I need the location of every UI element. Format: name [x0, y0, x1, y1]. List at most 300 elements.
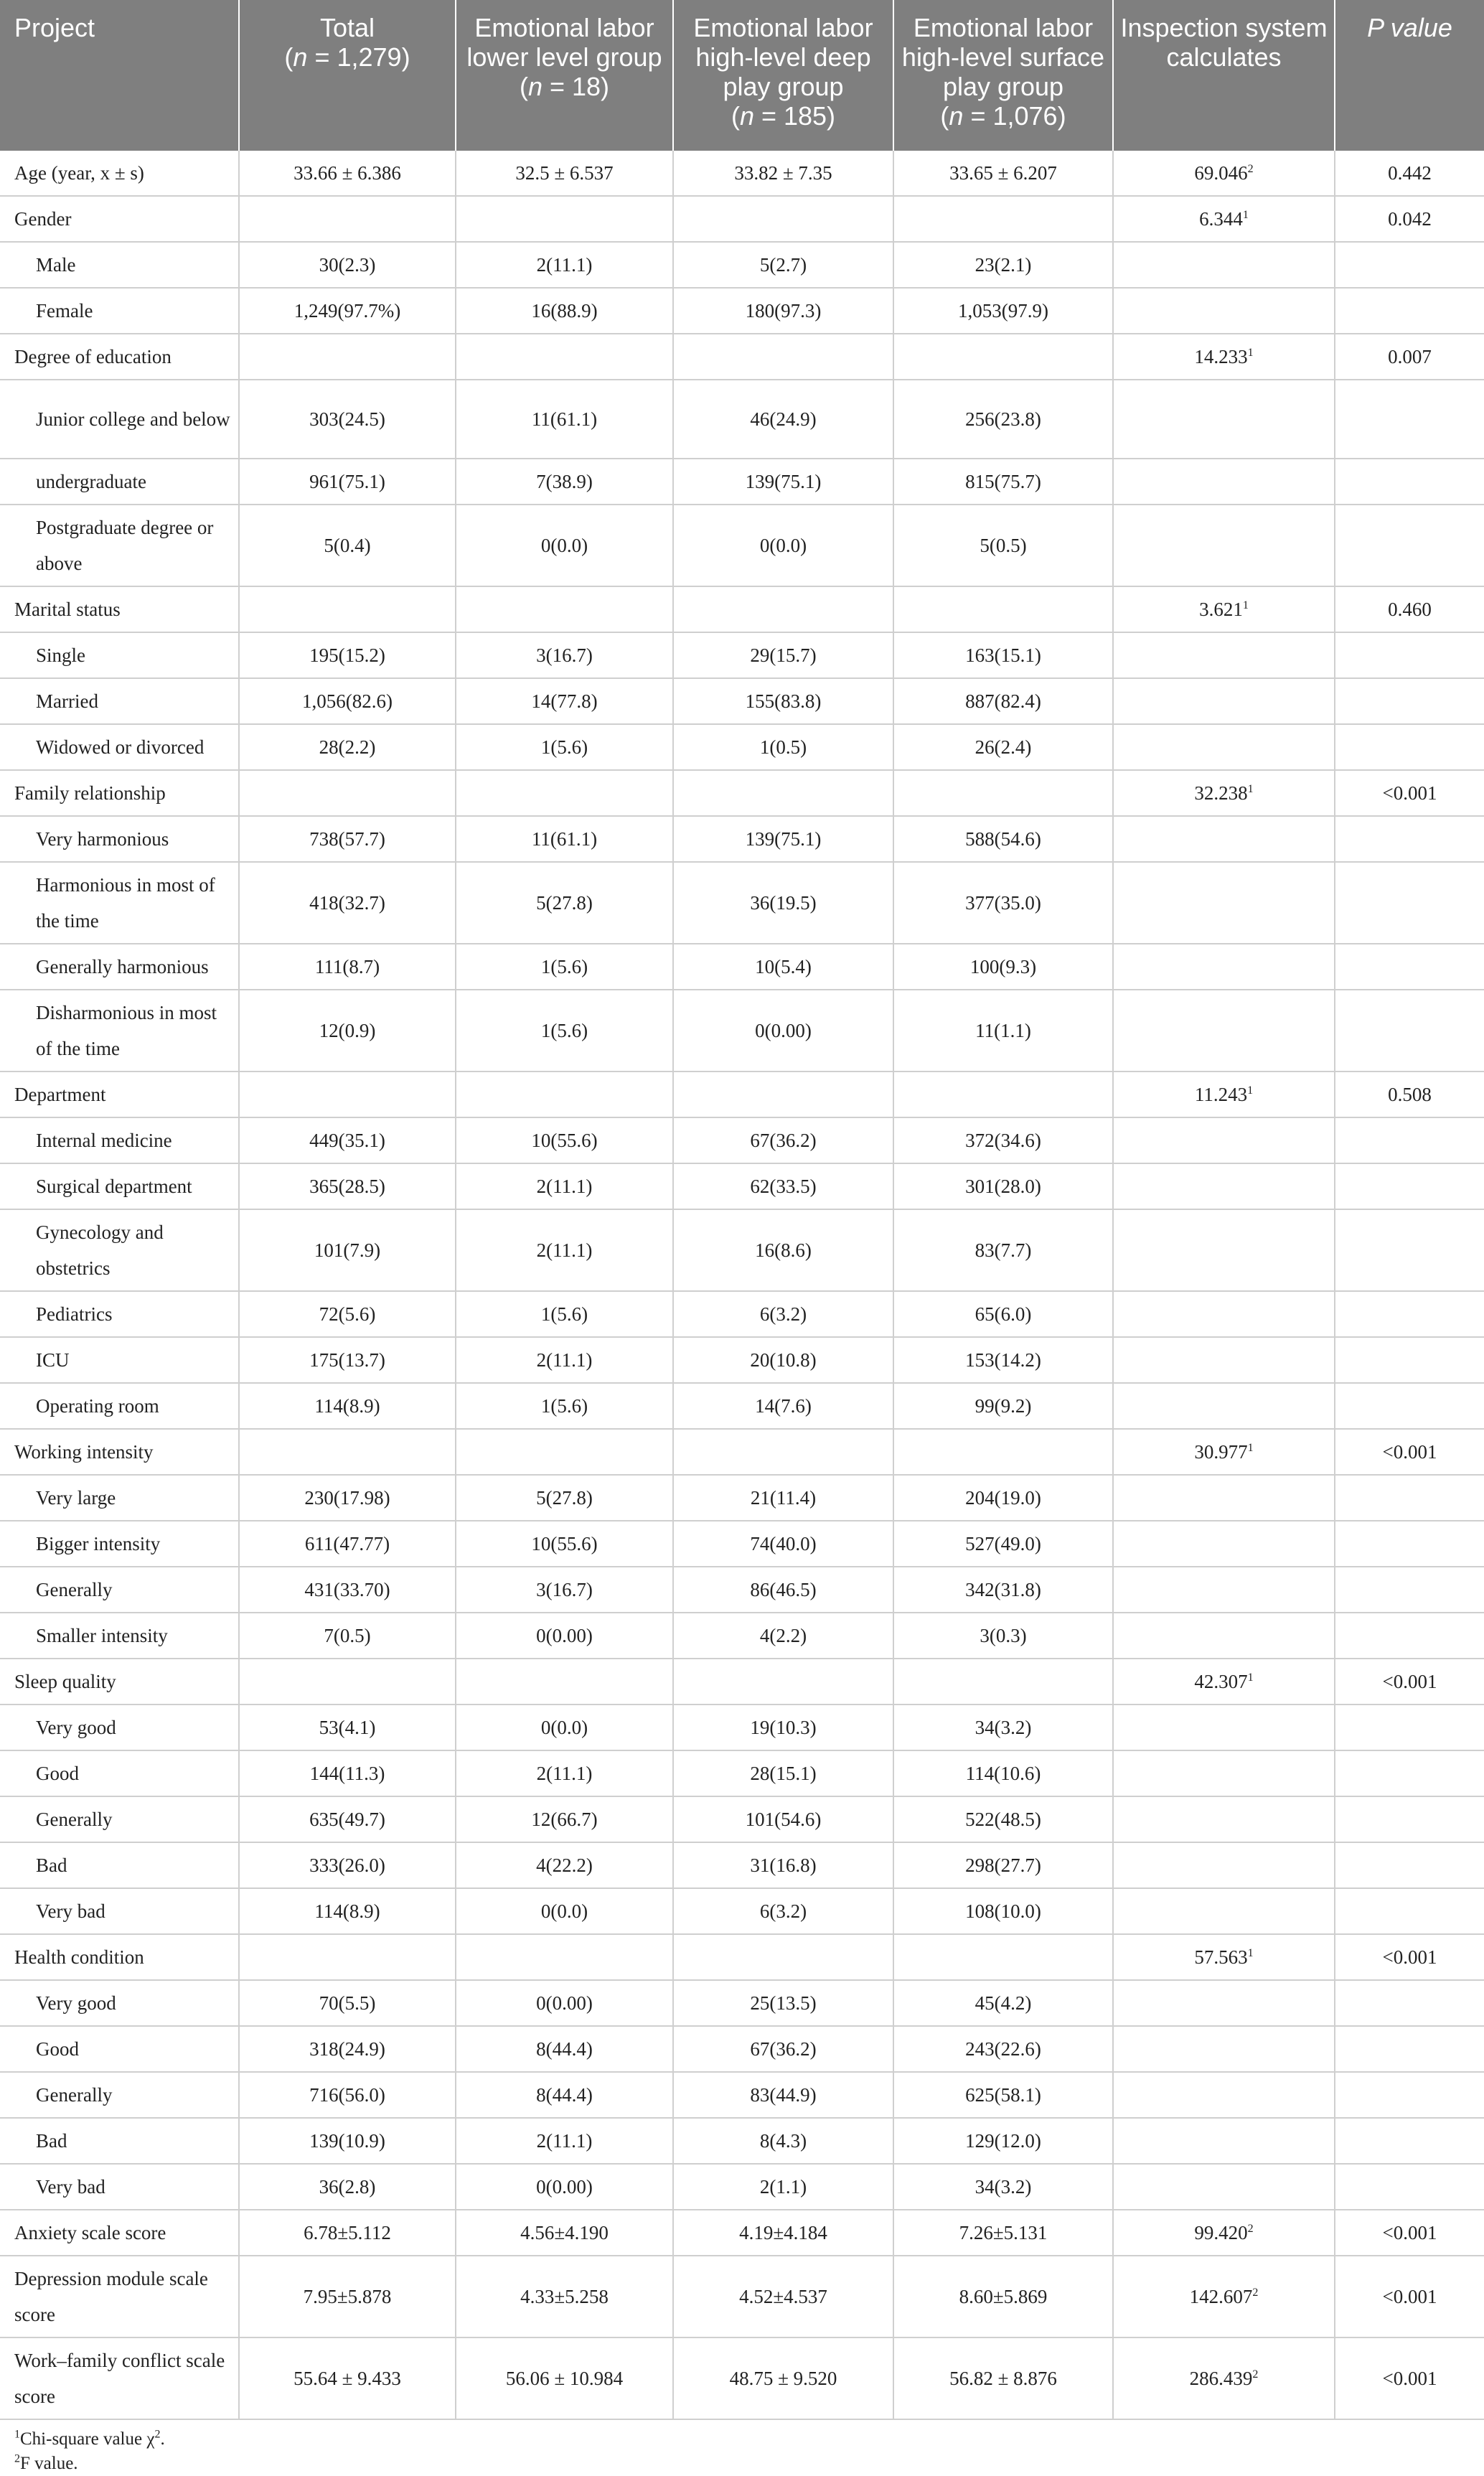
footnote-1	[14, 2427, 1484, 2452]
total-cell-text: 611(47.77)	[304, 1533, 390, 1554]
total-cell-text: 114(8.9)	[314, 1395, 380, 1417]
low-group-cell-text: 3(16.7)	[536, 1579, 593, 1600]
low-group-cell	[456, 1475, 673, 1521]
low-group-cell	[456, 2072, 673, 2118]
footnote-1-sup: 2	[154, 2428, 161, 2441]
statistic-superscript: 2	[1247, 163, 1254, 175]
total-cell-text: 7.95±5.878	[303, 2286, 392, 2307]
total-cell-text: 33.66 ± 6.386	[293, 162, 401, 184]
table-row	[0, 505, 1484, 586]
deep-play-cell	[673, 2164, 893, 2210]
statistic-cell	[1113, 1704, 1335, 1750]
row-label	[0, 862, 239, 944]
low-group-cell-text: 2(11.1)	[536, 1763, 593, 1784]
total-cell	[239, 242, 456, 288]
total-cell-text: 70(5.5)	[319, 1992, 376, 2014]
row-label-text: Generally	[36, 1579, 113, 1600]
deep-play-cell	[673, 586, 893, 632]
deep-play-cell	[673, 632, 893, 678]
row-label	[0, 1842, 239, 1888]
table-header	[0, 0, 1484, 151]
surface-play-cell-text: 377(35.0)	[965, 892, 1041, 914]
deep-play-cell-text: 0(0.0)	[759, 535, 807, 556]
surface-play-cell-text: 45(4.2)	[975, 1992, 1032, 2014]
deep-play-cell-text: 14(7.6)	[755, 1395, 812, 1417]
row-label	[0, 1337, 239, 1383]
low-group-cell	[456, 990, 673, 1071]
table-row	[0, 2337, 1484, 2419]
table-row	[0, 196, 1484, 242]
surface-play-cell	[893, 678, 1113, 724]
p-value-cell	[1335, 1209, 1484, 1291]
surface-play-cell-text: 1,053(97.9)	[958, 300, 1048, 322]
low-group-cell	[456, 724, 673, 770]
row-label-text: Health condition	[14, 1946, 144, 1968]
table-row	[0, 1337, 1484, 1383]
table-row	[0, 1567, 1484, 1613]
total-cell	[239, 1475, 456, 1521]
statistic-cell	[1113, 1888, 1335, 1934]
statistic-cell	[1113, 2164, 1335, 2210]
total-cell-text: 28(2.2)	[319, 736, 376, 758]
p-value-cell	[1335, 380, 1484, 459]
low-group-cell	[456, 1209, 673, 1291]
low-group-cell-text: 2(11.1)	[536, 1176, 593, 1197]
row-label	[0, 2337, 239, 2419]
statistic-cell	[1113, 1980, 1335, 2026]
surface-play-cell-text: 5(0.5)	[980, 535, 1027, 556]
surface-play-cell-text: 372(34.6)	[965, 1130, 1041, 1151]
total-cell	[239, 1704, 456, 1750]
table-row	[0, 459, 1484, 505]
table-row	[0, 288, 1484, 334]
statistic-cell	[1113, 1475, 1335, 1521]
deep-play-cell	[673, 1842, 893, 1888]
surface-play-cell-text: 527(49.0)	[965, 1533, 1041, 1554]
statistic-cell	[1113, 1613, 1335, 1659]
statistic-cell	[1113, 151, 1335, 196]
surface-play-cell-text: 33.65 ± 6.207	[949, 162, 1057, 184]
surface-play-cell-text: 11(1.1)	[975, 1020, 1031, 1041]
low-group-cell	[456, 1613, 673, 1659]
row-label-text: Degree of education	[14, 346, 172, 367]
table-row	[0, 724, 1484, 770]
surface-play-cell	[893, 1209, 1113, 1291]
row-label	[0, 505, 239, 586]
deep-play-cell-text: 46(24.9)	[750, 408, 817, 430]
total-cell-text: 111(8.7)	[314, 956, 380, 977]
p-value-cell-text: 0.508	[1388, 1084, 1432, 1105]
row-label	[0, 1209, 239, 1291]
table-row	[0, 1750, 1484, 1796]
total-cell	[239, 1383, 456, 1429]
surface-play-cell	[893, 990, 1113, 1071]
p-value-cell	[1335, 1980, 1484, 2026]
total-cell-text: 101(7.9)	[314, 1239, 381, 1261]
table-row	[0, 2164, 1484, 2210]
row-label-text: Pediatrics	[36, 1303, 113, 1325]
table-row	[0, 1383, 1484, 1429]
surface-play-cell-text: 153(14.2)	[965, 1349, 1041, 1371]
low-group-cell-text: 1(5.6)	[540, 736, 588, 758]
deep-play-cell	[673, 2072, 893, 2118]
deep-play-cell	[673, 1613, 893, 1659]
statistic-cell	[1113, 334, 1335, 380]
p-value-cell	[1335, 2118, 1484, 2164]
statistic-cell	[1113, 990, 1335, 1071]
deep-play-cell-text: 10(5.4)	[755, 956, 812, 977]
statistic-superscript: 1	[1247, 783, 1254, 795]
statistic-cell	[1113, 1163, 1335, 1209]
total-cell	[239, 2026, 456, 2072]
row-label-text: Depression module scale score	[14, 2268, 208, 2325]
deep-play-cell	[673, 1163, 893, 1209]
header-group-deep-n-open: (	[731, 101, 740, 131]
row-label-text: Anxiety scale score	[14, 2222, 166, 2243]
row-label-text: Bigger intensity	[36, 1533, 161, 1554]
low-group-cell	[456, 1980, 673, 2026]
row-label	[0, 1704, 239, 1750]
deep-play-cell-text: 5(2.7)	[759, 254, 807, 276]
surface-play-cell-text: 56.82 ± 8.876	[949, 2368, 1057, 2389]
surface-play-cell	[893, 1071, 1113, 1117]
deep-play-cell	[673, 334, 893, 380]
deep-play-cell	[673, 151, 893, 196]
total-cell-text: 139(10.9)	[309, 2130, 385, 2152]
p-value-cell	[1335, 1337, 1484, 1383]
total-cell	[239, 1209, 456, 1291]
row-label	[0, 632, 239, 678]
statistic-cell	[1113, 459, 1335, 505]
surface-play-cell	[893, 1704, 1113, 1750]
total-cell	[239, 459, 456, 505]
total-cell-text: 333(26.0)	[309, 1854, 385, 1876]
surface-play-cell-text: 588(54.6)	[965, 828, 1041, 850]
row-label-text: Bad	[36, 1854, 67, 1876]
table-row	[0, 1291, 1484, 1337]
deep-play-cell-text: 6(3.2)	[759, 1303, 807, 1325]
low-group-cell	[456, 862, 673, 944]
low-group-cell	[456, 678, 673, 724]
total-cell	[239, 1567, 456, 1613]
low-group-cell-text: 5(27.8)	[536, 1487, 593, 1509]
statistic-cell-text: 69.046	[1194, 162, 1248, 184]
surface-play-cell-text: 23(2.1)	[975, 254, 1032, 276]
total-cell	[239, 1888, 456, 1934]
deep-play-cell-text: 16(8.6)	[755, 1239, 812, 1261]
row-label	[0, 1071, 239, 1117]
surface-play-cell-text: 342(31.8)	[965, 1579, 1041, 1600]
row-label-text: Internal medicine	[36, 1130, 172, 1151]
deep-play-cell	[673, 1117, 893, 1163]
row-label	[0, 242, 239, 288]
row-label	[0, 2256, 239, 2337]
table-row	[0, 1704, 1484, 1750]
total-cell-text: 195(15.2)	[309, 644, 385, 666]
header-group-surface-n-italic: n	[949, 101, 964, 131]
total-cell	[239, 1337, 456, 1383]
p-value-cell	[1335, 1429, 1484, 1475]
header-group-low-label: Emotional labor lower level group	[466, 13, 662, 72]
surface-play-cell	[893, 1934, 1113, 1980]
surface-play-cell-text: 163(15.1)	[965, 644, 1041, 666]
header-group-deep-n-value: = 185)	[753, 101, 836, 131]
low-group-cell	[456, 2026, 673, 2072]
low-group-cell	[456, 632, 673, 678]
surface-play-cell	[893, 944, 1113, 990]
total-cell-text: 303(24.5)	[309, 408, 385, 430]
surface-play-cell	[893, 1659, 1113, 1704]
deep-play-cell	[673, 770, 893, 816]
p-value-cell	[1335, 1291, 1484, 1337]
p-value-cell	[1335, 586, 1484, 632]
p-value-cell	[1335, 2337, 1484, 2419]
header-project	[0, 0, 239, 151]
statistic-superscript: 1	[1242, 209, 1249, 221]
footnote-2-text: F value.	[20, 2454, 78, 2473]
total-cell-text: 1,056(82.6)	[302, 690, 393, 712]
surface-play-cell-text: 26(2.4)	[975, 736, 1032, 758]
low-group-cell	[456, 816, 673, 862]
row-label-text: Male	[36, 254, 76, 276]
deep-play-cell	[673, 459, 893, 505]
statistic-cell	[1113, 1117, 1335, 1163]
total-cell	[239, 2210, 456, 2256]
p-value-cell-text: <0.001	[1382, 2368, 1437, 2389]
surface-play-cell-text: 301(28.0)	[965, 1176, 1041, 1197]
statistic-cell	[1113, 242, 1335, 288]
p-value-cell-text: 0.460	[1388, 599, 1432, 620]
statistic-superscript: 2	[1247, 2223, 1254, 2235]
total-cell-text: 318(24.9)	[309, 2038, 385, 2060]
surface-play-cell	[893, 380, 1113, 459]
deep-play-cell	[673, 1796, 893, 1842]
low-group-cell-text: 1(5.6)	[540, 956, 588, 977]
table-row	[0, 1842, 1484, 1888]
total-cell-text: 716(56.0)	[309, 2084, 385, 2106]
deep-play-cell	[673, 2210, 893, 2256]
table-row	[0, 2072, 1484, 2118]
row-label-text: Very bad	[36, 2176, 105, 2198]
row-label	[0, 2210, 239, 2256]
surface-play-cell	[893, 2256, 1113, 2337]
low-group-cell-text: 1(5.6)	[540, 1020, 588, 1041]
footnote-1-mark: 1	[14, 2428, 20, 2441]
p-value-cell-text: <0.001	[1382, 2286, 1437, 2307]
table-body	[0, 151, 1484, 2419]
surface-play-cell	[893, 862, 1113, 944]
total-cell-text: 12(0.9)	[319, 1020, 376, 1041]
surface-play-cell	[893, 1750, 1113, 1796]
row-label-text: Bad	[36, 2130, 67, 2152]
deep-play-cell-text: 31(16.8)	[750, 1854, 817, 1876]
statistic-cell-text: 6.344	[1199, 208, 1243, 230]
statistic-cell	[1113, 2026, 1335, 2072]
deep-play-cell-text: 4.19±4.184	[739, 2222, 827, 2243]
deep-play-cell-text: 28(15.1)	[750, 1763, 817, 1784]
statistic-cell	[1113, 1291, 1335, 1337]
footnotes	[0, 2427, 1484, 2476]
header-group-deep-label: Emotional labor high-level deep play group	[693, 13, 873, 101]
deep-play-cell-text: 2(1.1)	[759, 2176, 807, 2198]
table-row	[0, 1521, 1484, 1567]
footnote-2-mark: 2	[14, 2452, 20, 2465]
table-row	[0, 1163, 1484, 1209]
p-value-cell	[1335, 724, 1484, 770]
low-group-cell-text: 4.56±4.190	[520, 2222, 609, 2243]
deep-play-cell	[673, 196, 893, 242]
total-cell	[239, 1980, 456, 2026]
statistic-cell	[1113, 2072, 1335, 2118]
total-cell-text: 1,249(97.7%)	[293, 300, 401, 322]
p-value-cell	[1335, 1071, 1484, 1117]
p-value-cell	[1335, 1704, 1484, 1750]
row-label-text: ICU	[36, 1349, 70, 1371]
header-group-deep-n-italic: n	[739, 101, 754, 131]
surface-play-cell	[893, 242, 1113, 288]
statistic-superscript: 1	[1242, 599, 1249, 611]
total-cell	[239, 1117, 456, 1163]
statistic-cell	[1113, 816, 1335, 862]
p-value-cell-text: <0.001	[1382, 782, 1437, 804]
row-label-text: Very harmonious	[36, 828, 169, 850]
row-label	[0, 459, 239, 505]
deep-play-cell	[673, 678, 893, 724]
statistic-cell	[1113, 2118, 1335, 2164]
row-label	[0, 196, 239, 242]
row-label	[0, 1117, 239, 1163]
row-label-text: Junior college and below	[36, 408, 230, 430]
p-value-cell	[1335, 678, 1484, 724]
total-cell-text: 5(0.4)	[324, 535, 371, 556]
p-value-cell	[1335, 1163, 1484, 1209]
row-label	[0, 990, 239, 1071]
total-cell	[239, 1613, 456, 1659]
row-label	[0, 1888, 239, 1934]
row-label	[0, 944, 239, 990]
table-row	[0, 2026, 1484, 2072]
row-label	[0, 1659, 239, 1704]
surface-play-cell	[893, 1888, 1113, 1934]
deep-play-cell	[673, 1475, 893, 1521]
surface-play-cell-text: 887(82.4)	[965, 690, 1041, 712]
deep-play-cell-text: 67(36.2)	[750, 1130, 817, 1151]
row-label-text: Operating room	[36, 1395, 159, 1417]
low-group-cell	[456, 1842, 673, 1888]
low-group-cell	[456, 1888, 673, 1934]
low-group-cell	[456, 2337, 673, 2419]
statistic-cell	[1113, 586, 1335, 632]
statistic-superscript: 2	[1252, 2368, 1259, 2381]
row-label-text: Sleep quality	[14, 1671, 116, 1692]
table-row	[0, 862, 1484, 944]
statistic-cell	[1113, 678, 1335, 724]
statistic-cell	[1113, 2337, 1335, 2419]
surface-play-cell	[893, 2118, 1113, 2164]
total-cell-text: 53(4.1)	[319, 1717, 376, 1738]
table-row	[0, 816, 1484, 862]
surface-play-cell	[893, 1475, 1113, 1521]
table-row	[0, 1613, 1484, 1659]
deep-play-cell	[673, 862, 893, 944]
statistic-cell-text: 142.607	[1189, 2286, 1253, 2307]
deep-play-cell	[673, 816, 893, 862]
row-label-text: Very bad	[36, 1900, 105, 1922]
row-label-text: Postgraduate degree or above	[36, 517, 214, 574]
p-value-cell	[1335, 1750, 1484, 1796]
p-value-cell-text: <0.001	[1382, 1946, 1437, 1968]
row-label-text: Work–family conflict scale score	[14, 2350, 225, 2407]
deep-play-cell	[673, 2026, 893, 2072]
header-total-n-open: (	[284, 42, 293, 72]
surface-play-cell-text: 114(10.6)	[965, 1763, 1041, 1784]
surface-play-cell-text: 204(19.0)	[965, 1487, 1041, 1509]
footnote-1-end: .	[160, 2429, 165, 2449]
table-row	[0, 1888, 1484, 1934]
table-row	[0, 2118, 1484, 2164]
surface-play-cell-text: 99(9.2)	[975, 1395, 1032, 1417]
surface-play-cell	[893, 1337, 1113, 1383]
p-value-cell	[1335, 944, 1484, 990]
row-label-text: Department	[14, 1084, 106, 1105]
surface-play-cell-text: 83(7.7)	[975, 1239, 1032, 1261]
statistic-cell	[1113, 1071, 1335, 1117]
low-group-cell-text: 12(66.7)	[531, 1809, 598, 1830]
low-group-cell	[456, 380, 673, 459]
low-group-cell	[456, 1163, 673, 1209]
deep-play-cell-text: 67(36.2)	[750, 2038, 817, 2060]
statistic-cell	[1113, 724, 1335, 770]
surface-play-cell	[893, 1117, 1113, 1163]
surface-play-cell	[893, 586, 1113, 632]
deep-play-cell	[673, 1980, 893, 2026]
row-label-text: Good	[36, 1763, 79, 1784]
deep-play-cell-text: 74(40.0)	[750, 1533, 817, 1554]
low-group-cell	[456, 1383, 673, 1429]
deep-play-cell	[673, 1521, 893, 1567]
header-total	[239, 0, 456, 151]
total-cell	[239, 334, 456, 380]
statistic-cell-text: 42.307	[1194, 1671, 1248, 1692]
deep-play-cell	[673, 2337, 893, 2419]
low-group-cell	[456, 1117, 673, 1163]
deep-play-cell	[673, 1659, 893, 1704]
total-cell	[239, 151, 456, 196]
deep-play-cell-text: 33.82 ± 7.35	[734, 162, 832, 184]
statistic-superscript: 2	[1252, 2287, 1259, 2299]
low-group-cell-text: 2(11.1)	[536, 1239, 593, 1261]
surface-play-cell-text: 243(22.6)	[965, 2038, 1041, 2060]
surface-play-cell	[893, 1613, 1113, 1659]
surface-play-cell	[893, 2337, 1113, 2419]
statistic-superscript: 1	[1247, 1671, 1254, 1684]
p-value-cell-text: 0.442	[1388, 162, 1432, 184]
p-value-cell	[1335, 1117, 1484, 1163]
table-row	[0, 1117, 1484, 1163]
surface-play-cell	[893, 816, 1113, 862]
deep-play-cell-text: 83(44.9)	[750, 2084, 817, 2106]
header-group-low-n-value: = 18)	[542, 72, 610, 101]
row-label-text: Very large	[36, 1487, 116, 1509]
statistic-cell	[1113, 1429, 1335, 1475]
statistic-cell	[1113, 505, 1335, 586]
low-group-cell	[456, 151, 673, 196]
deep-play-cell	[673, 380, 893, 459]
surface-play-cell	[893, 1521, 1113, 1567]
table-row	[0, 380, 1484, 459]
p-value-cell-text: <0.001	[1382, 1671, 1437, 1692]
deep-play-cell-text: 4.52±4.537	[739, 2286, 827, 2307]
